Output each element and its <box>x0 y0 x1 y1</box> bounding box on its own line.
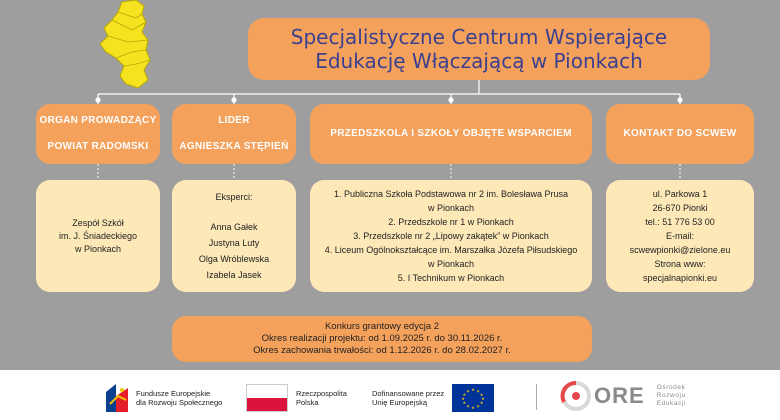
poland-flag-icon <box>246 384 288 412</box>
grant-line: Okres realizacji projektu: od 1.09.2025 r. do 30.11.2026 r. <box>261 333 503 344</box>
ore-line-3: Edukacji <box>656 400 687 407</box>
grant-line: Konkurs grantowy edycja 2 <box>324 321 440 332</box>
experts-heading: Eksperci: <box>215 192 253 202</box>
footer-divider <box>536 384 537 410</box>
contact-www: specjalnapionki.eu <box>642 273 718 283</box>
school-item: 5. I Technikum w Pionkach <box>397 273 505 283</box>
header-line: LIDER <box>218 115 250 126</box>
eu-cofinanced-logo <box>372 384 494 412</box>
school-item: w Pionkach <box>427 203 475 213</box>
card-line: Zespół Szkół <box>72 217 124 228</box>
svg-text:★: ★ <box>480 392 484 397</box>
fundusze-europejskie-icon <box>104 382 130 414</box>
header-line: KONTAKT DO SCWEW <box>623 128 737 139</box>
ore-line-1: Ośrodek <box>656 384 686 391</box>
svg-text:★: ★ <box>481 396 485 401</box>
school-item: 4. Liceum Ogólnokształcące im. Marszałka Józefa Piłsudskiego <box>324 245 578 255</box>
contact-email-label: E-mail: <box>665 231 694 241</box>
svg-text:★: ★ <box>476 403 480 409</box>
header-line: POWIAT RADOMSKI <box>47 141 149 152</box>
svg-text:★: ★ <box>480 400 484 405</box>
contact-email: scwewpionki@zielone.eu <box>629 245 731 255</box>
card-line: im. J. Śniadeckiego <box>58 230 138 241</box>
svg-text:★: ★ <box>461 396 465 401</box>
fundusze-europejskie-logo <box>104 382 222 414</box>
fe-line-1: Fundusze Europejskie <box>136 389 211 398</box>
header-lider <box>172 104 296 164</box>
contact-www-label: Strona www: <box>654 259 706 269</box>
eu-line-2: Unię Europejską <box>372 398 428 407</box>
card-contact <box>606 180 754 292</box>
svg-text:★: ★ <box>462 392 467 397</box>
title-line-2: Edukację Włączającą w Pionkach <box>315 49 643 73</box>
ore-word: ORE <box>594 383 645 408</box>
expert-name: Izabela Jasek <box>206 270 262 280</box>
header-kontakt <box>606 104 754 164</box>
expert-name: Justyna Luty <box>208 238 260 248</box>
school-item: 1. Publiczna Szkoła Podstawowa nr 2 im. Bolesława Prusa <box>333 189 569 199</box>
card-eksperci <box>172 180 296 292</box>
header-przedszkola-szkoly <box>310 104 592 164</box>
ore-logo <box>560 380 686 412</box>
pl-line-1: Rzeczpospolita <box>296 389 347 398</box>
rzeczpospolita-polska-logo <box>246 384 347 412</box>
svg-text:★: ★ <box>471 405 475 410</box>
footer-logos <box>0 370 780 420</box>
eu-line-1: Dofinansowane przez <box>372 389 445 398</box>
svg-text:★: ★ <box>476 388 480 394</box>
header-line: AGNIESZKA STĘPIEŃ <box>179 141 289 152</box>
header-organ-prowadzacy <box>36 104 160 164</box>
card-schools-list <box>310 180 592 292</box>
pl-line-2: Polska <box>296 398 319 407</box>
page-title <box>248 18 710 80</box>
school-item: 3. Przedszkole nr 2 „Lipowy zakątek” w Pionkach <box>353 231 549 241</box>
svg-text:★: ★ <box>462 400 467 405</box>
svg-text:★: ★ <box>466 403 470 409</box>
grant-line: Okres zachowania trwałości: od 1.12.2026 r. do 28.02.2027 r. <box>253 345 511 356</box>
contact-address: ul. Parkowa 1 <box>652 189 708 199</box>
fe-line-2: dla Rozwoju Społecznego <box>136 398 223 407</box>
expert-name: Anna Gałek <box>210 222 258 232</box>
contact-phone: tel.: 51 776 53 00 <box>645 217 715 227</box>
county-map-icon <box>92 0 170 92</box>
expert-name: Olga Wróblewska <box>198 254 270 264</box>
header-line: PRZEDSZKOLA I SZKOŁY OBJĘTE WSPARCIEM <box>330 128 572 139</box>
eu-flag-icon <box>452 384 494 412</box>
header-line: ORGAN PROWADZĄCY <box>39 115 157 126</box>
grant-info <box>172 316 592 362</box>
school-item: w Pionkach <box>427 259 475 269</box>
card-organ-prowadzacy <box>36 180 160 292</box>
ore-line-2: Rozwoju <box>656 392 686 399</box>
card-line: w Pionkach <box>74 243 122 254</box>
title-line-1: Specjalistyczne Centrum Wspierające <box>290 25 668 49</box>
contact-postcode: 26-670 Pionki <box>652 203 708 213</box>
school-item: 2. Przedszkole nr 1 w Pionkach <box>388 217 514 227</box>
svg-text:★: ★ <box>471 387 475 392</box>
ore-ring-icon <box>560 380 592 412</box>
svg-text:★: ★ <box>466 388 470 394</box>
